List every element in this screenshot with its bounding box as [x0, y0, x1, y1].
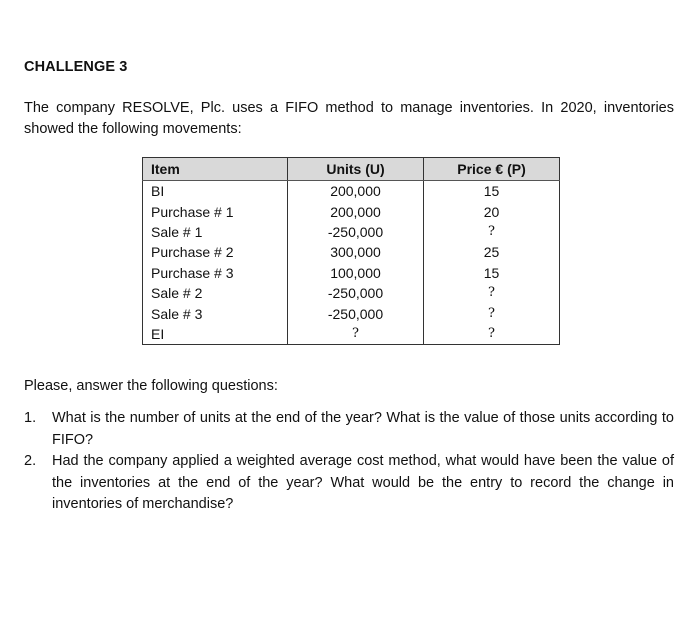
table-row [143, 283, 560, 303]
cell-price: 25 [424, 242, 560, 262]
table-header-row [143, 158, 560, 181]
cell-price: ? [424, 222, 560, 242]
cell-item: BI [143, 181, 288, 202]
cell-units: 200,000 [288, 181, 424, 202]
cell-units: -250,000 [288, 283, 424, 303]
cell-price: ? [424, 283, 560, 303]
question-text: What is the number of units at the end of the year? What is the value of those units according to FIFO? [52, 410, 674, 448]
cell-price: ? [424, 324, 560, 345]
questions-list [24, 408, 674, 516]
table-row [143, 181, 560, 202]
cell-item: EI [143, 324, 288, 345]
cell-units: 100,000 [288, 263, 424, 283]
list-item [24, 408, 674, 451]
table-row [143, 222, 560, 242]
list-item [24, 451, 674, 516]
table-row [143, 303, 560, 323]
cell-item: Purchase # 2 [143, 242, 288, 262]
header-units: Units (U) [288, 158, 424, 181]
header-item: Item [143, 158, 288, 181]
cell-units: -250,000 [288, 222, 424, 242]
table-row [143, 242, 560, 262]
cell-price: 20 [424, 201, 560, 221]
cell-item: Sale # 1 [143, 222, 288, 242]
cell-price: 15 [424, 181, 560, 202]
question-text: Had the company applied a weighted average cost method, what would have been the value of the inventories at the end of the year? What would be the entry to record the change in inventories of merchandise? [52, 453, 674, 512]
cell-units: 300,000 [288, 242, 424, 262]
section-heading: CHALLENGE 3 [24, 59, 128, 75]
cell-item: Purchase # 3 [143, 263, 288, 283]
inventory-movements-table [142, 157, 560, 345]
cell-price: ? [424, 303, 560, 323]
intro-paragraph: The company RESOLVE, Plc. uses a FIFO method to manage inventories. In 2020, inventories showed the following movements: [24, 100, 674, 137]
table-row [143, 324, 560, 345]
cell-item: Sale # 2 [143, 283, 288, 303]
table-row [143, 201, 560, 221]
cell-item: Sale # 3 [143, 303, 288, 323]
cell-price: 15 [424, 263, 560, 283]
question-number: 1. [24, 410, 37, 426]
questions-prompt: Please, answer the following questions: [24, 378, 278, 394]
header-price: Price € (P) [424, 158, 560, 181]
cell-units: ? [288, 324, 424, 345]
question-number: 2. [24, 453, 37, 469]
cell-item: Purchase # 1 [143, 201, 288, 221]
cell-units: 200,000 [288, 201, 424, 221]
table-row [143, 263, 560, 283]
cell-units: -250,000 [288, 303, 424, 323]
